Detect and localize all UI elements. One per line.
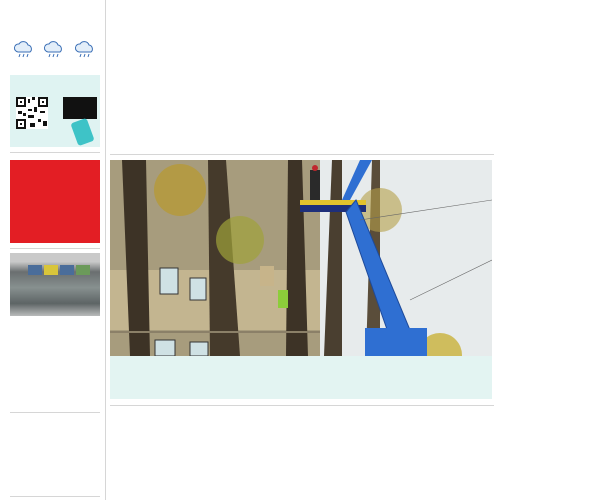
divider <box>10 412 100 413</box>
rain-cloud-icon <box>73 40 97 56</box>
qr-promo <box>10 75 100 147</box>
divider <box>110 405 494 406</box>
divider <box>110 154 494 155</box>
tree-pruning-photo <box>110 160 492 356</box>
weather-period-evening <box>71 40 99 58</box>
phone-icon <box>70 118 94 146</box>
divider <box>10 152 100 153</box>
weather-period-morning <box>10 40 38 58</box>
divider <box>10 496 100 497</box>
next-edition-banner <box>10 160 100 243</box>
weather-widget <box>8 0 100 72</box>
qr-code[interactable] <box>16 97 48 129</box>
weather-period-noon <box>40 40 68 58</box>
rain-cloud-icon <box>42 40 66 56</box>
photo-story-caption <box>110 356 492 399</box>
rain-cloud-icon <box>12 40 36 56</box>
islands-photo <box>10 253 100 316</box>
divider <box>10 248 100 249</box>
column-divider <box>105 0 106 500</box>
arad-online-logo <box>63 97 97 119</box>
